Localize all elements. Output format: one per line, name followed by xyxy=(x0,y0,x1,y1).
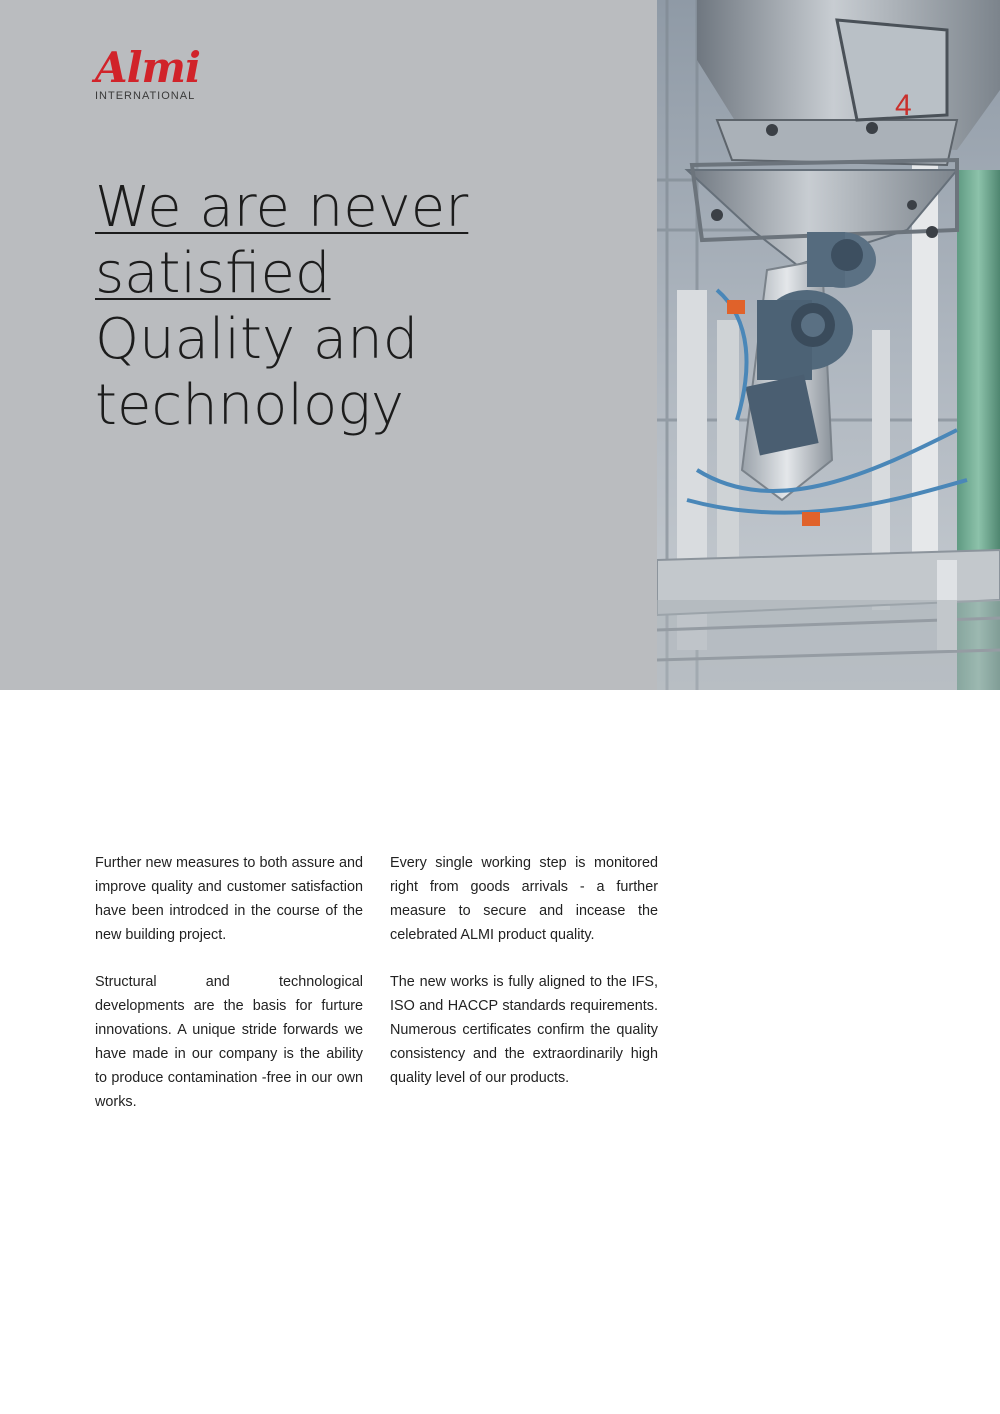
logo-subtitle: INTERNATIONAL xyxy=(95,90,196,102)
paragraph: The new works is fully aligned to the IFS, ISO and HACCP standards requirements. Numerous certificates confirm the quality consistency and the extraordinarily high quality level of our products. xyxy=(390,974,658,1086)
headline-line-4: technology xyxy=(95,373,405,438)
headline-line-2: satisfied xyxy=(95,241,331,306)
page-headline xyxy=(95,175,615,439)
paragraph: Further new measures to both assure and improve quality and customer satisfaction have been introdced in the course of the new building project. xyxy=(95,855,363,943)
headline-line-3: Quality and xyxy=(95,307,419,372)
paragraph: Structural and technological developments are the basis for furture innovations. A unique stride forwards we have made in our company is the ability to produce contamination -free in our own works. xyxy=(95,974,363,1110)
hero-panel xyxy=(0,0,657,690)
machine-marking: 4 xyxy=(895,89,912,122)
headline-line-1: We are never xyxy=(95,175,469,240)
industrial-machinery-photo xyxy=(657,0,1000,690)
almi-logo xyxy=(95,43,200,102)
paragraph: Every single working step is monitored right from goods arrivals - a further measure to secure and incease the celebrated ALMI product quality. xyxy=(390,855,658,943)
body-column-right xyxy=(390,851,658,1113)
body-column-left xyxy=(95,851,363,1137)
machinery-illustration xyxy=(657,0,1000,690)
logo-wordmark: Almi xyxy=(95,43,200,92)
